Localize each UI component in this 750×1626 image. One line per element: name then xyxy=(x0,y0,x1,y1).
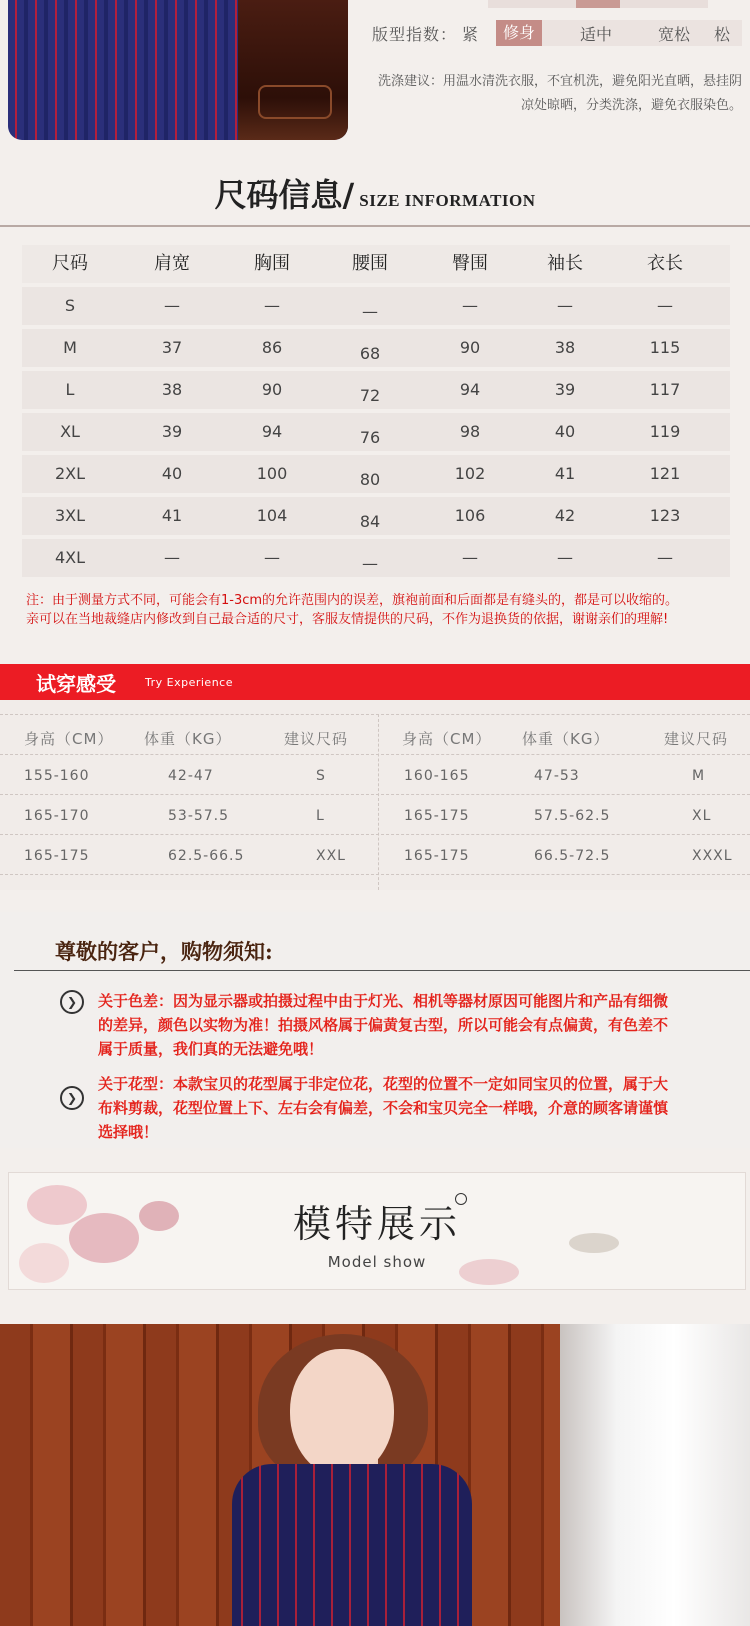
try-header-cell: 建议尺码 xyxy=(284,730,349,748)
try-cell: 57.5-62.5 xyxy=(534,808,611,824)
size-cell: 94 xyxy=(261,422,283,441)
size-cell: 80 xyxy=(359,470,381,489)
size-cell: 84 xyxy=(359,512,381,531)
size-cell: 38 xyxy=(554,338,576,357)
size-cell: 41 xyxy=(161,506,183,525)
size-cell: 4XL xyxy=(54,548,86,567)
try-cell: 155-160 xyxy=(24,768,90,784)
size-cell: 72 xyxy=(359,386,381,405)
arrow-right-icon: ❯ xyxy=(60,1086,84,1110)
notice-divider xyxy=(14,970,750,971)
try-cell: 160-165 xyxy=(404,768,470,784)
try-cell: L xyxy=(316,808,325,824)
size-cell: — xyxy=(362,302,378,321)
size-title-en: SIZE INFORMATION xyxy=(359,191,536,210)
try-header-cell: 体重（KG） xyxy=(522,730,610,748)
try-cell: XXL xyxy=(316,848,346,864)
arrow-right-icon: ❯ xyxy=(60,990,84,1014)
notice-color-difference: 关于色差：因为显示器或拍摄过程中由于灯光、相机等器材原因可能图片和产品有细微的差异，颜色以实物为准！拍摄风格属于偏黄复古型，所以可能会有点偏黄，有色差不属于质量，我们真的无法避免哦！ xyxy=(98,992,669,1058)
product-photo-top xyxy=(8,0,348,140)
size-cell: 117 xyxy=(649,380,681,399)
dashed-line xyxy=(0,834,750,835)
wash-advice: 洗涤建议：用温水清洗衣服，不宜机洗，避免阳光直晒，悬挂阴凉处晾晒，分类洗涤，避免衣服染色。 xyxy=(377,74,742,113)
size-cell: 104 xyxy=(256,506,288,525)
try-header-cell: 身高（CM） xyxy=(402,730,492,748)
size-table-row xyxy=(22,413,730,451)
size-cell: 2XL xyxy=(54,464,86,483)
size-cell: — xyxy=(264,548,280,567)
fit-indicator-strip xyxy=(488,0,708,8)
size-cell: 100 xyxy=(256,464,288,483)
chair-image xyxy=(238,0,348,140)
try-cell: M xyxy=(692,768,706,784)
notice-pattern: 关于花型：本款宝贝的花型属于非定位花，花型的位置不一定如同宝贝的位置，属于大布料剪裁，花型位置上下、左右会有偏差，不会和宝贝完全一样哦，介意的顾客请谨慎选择哦！ xyxy=(98,1075,669,1141)
dashed-line xyxy=(0,874,750,875)
size-table-row xyxy=(22,287,730,325)
fit-option-loose: 宽松 xyxy=(658,25,691,44)
try-title-cn: 试穿感受 xyxy=(36,672,116,696)
dashed-line xyxy=(0,714,750,715)
model-face xyxy=(290,1349,394,1477)
fit-option-medium: 适中 xyxy=(580,25,613,44)
size-cell: 39 xyxy=(161,422,183,441)
size-cell: 90 xyxy=(261,380,283,399)
try-title-en: Try Experience xyxy=(145,676,233,689)
size-cell: 76 xyxy=(359,428,381,447)
try-experience-header xyxy=(0,664,750,700)
try-cell: S xyxy=(316,768,326,784)
size-table-header xyxy=(22,245,730,283)
fit-option-tight: 紧 xyxy=(462,25,479,44)
size-note-line-2: 亲可以在当地裁缝店内修改到自己最合适的尺寸，客服友情提供的尺码，不作为退换货的依据，谢谢亲们的理解! xyxy=(26,612,669,627)
size-cell: 42 xyxy=(554,506,576,525)
size-header-cell: 腰围 xyxy=(352,253,388,274)
size-cell: 3XL xyxy=(54,506,86,525)
try-divider xyxy=(378,714,379,890)
size-cell: 106 xyxy=(454,506,486,525)
fit-track xyxy=(542,20,742,46)
size-cell: 90 xyxy=(459,338,481,357)
size-table-row xyxy=(22,497,730,535)
size-cell: — xyxy=(362,554,378,573)
size-cell: 94 xyxy=(459,380,481,399)
size-cell: 41 xyxy=(554,464,576,483)
model-show-title: 模特展示 xyxy=(292,1202,461,1246)
size-note-line-1: 注：由于测量方式不同，可能会有1-3cm的允许范围内的误差，旗袍前面和后面都是有缝头的，都是可以收缩的。 xyxy=(26,593,679,608)
size-cell: — xyxy=(164,548,180,567)
size-cell: 121 xyxy=(649,464,681,483)
model-photo xyxy=(0,1324,750,1626)
size-cell: — xyxy=(657,296,673,315)
size-section-title xyxy=(0,170,750,216)
size-cell: 86 xyxy=(261,338,283,357)
size-cell: 115 xyxy=(649,338,681,357)
try-header-cell: 建议尺码 xyxy=(664,730,729,748)
size-cell: 37 xyxy=(161,338,183,357)
size-title-cn: 尺码信息/ xyxy=(214,176,355,214)
size-cell: — xyxy=(657,548,673,567)
try-cell: 62.5-66.5 xyxy=(168,848,245,864)
model-show-banner xyxy=(8,1172,746,1290)
try-cell: 42-47 xyxy=(168,768,214,784)
dashed-line xyxy=(0,794,750,795)
try-cell: 47-53 xyxy=(534,768,580,784)
size-table-row xyxy=(22,455,730,493)
size-header-cell: 袖长 xyxy=(547,253,583,274)
size-cell: 119 xyxy=(649,422,681,441)
size-cell: — xyxy=(164,296,180,315)
size-header-cell: 臀围 xyxy=(452,253,488,274)
fit-option-very-loose: 松 xyxy=(714,25,731,44)
try-header-cell: 身高（CM） xyxy=(24,730,114,748)
size-cell: — xyxy=(462,548,478,567)
size-cell: — xyxy=(557,548,573,567)
size-cell: — xyxy=(462,296,478,315)
size-cell: — xyxy=(557,296,573,315)
size-cell: 102 xyxy=(454,464,486,483)
try-cell: XL xyxy=(692,808,712,824)
striped-qipao xyxy=(232,1464,472,1626)
size-cell: 68 xyxy=(359,344,381,363)
size-table-row xyxy=(22,329,730,367)
circle-ornament xyxy=(455,1193,467,1205)
size-cell: L xyxy=(65,380,75,399)
try-cell: 165-175 xyxy=(404,808,470,824)
size-table-row xyxy=(22,371,730,409)
size-header-cell: 衣长 xyxy=(647,253,683,274)
size-cell: 40 xyxy=(161,464,183,483)
try-cell: 165-175 xyxy=(404,848,470,864)
size-cell: 40 xyxy=(554,422,576,441)
try-cell: 53-57.5 xyxy=(168,808,230,824)
size-cell: XL xyxy=(60,422,80,441)
try-experience-table xyxy=(0,700,750,890)
notice-title: 尊敬的客户，购物须知: xyxy=(55,939,273,964)
size-cell: — xyxy=(264,296,280,315)
model-show-subtitle: Model show xyxy=(327,1253,427,1271)
try-cell: XXXL xyxy=(692,848,733,864)
divider xyxy=(0,225,750,227)
try-cell: 165-170 xyxy=(24,808,90,824)
size-cell: 38 xyxy=(161,380,183,399)
size-note xyxy=(26,591,736,629)
size-cell: 39 xyxy=(554,380,576,399)
dashed-line xyxy=(0,754,750,755)
fit-label: 版型指数： xyxy=(372,25,458,44)
size-cell: S xyxy=(64,296,76,315)
try-header-cell: 体重（KG） xyxy=(144,730,232,748)
size-header-cell: 尺码 xyxy=(52,253,88,274)
fit-scale xyxy=(462,20,742,46)
fit-option-selected: 修身 xyxy=(496,20,542,46)
size-table-row xyxy=(22,539,730,577)
size-cell: 123 xyxy=(649,506,681,525)
size-header-cell: 肩宽 xyxy=(154,253,190,274)
size-cell: M xyxy=(63,338,77,357)
size-cell: 98 xyxy=(459,422,481,441)
try-cell: 66.5-72.5 xyxy=(534,848,611,864)
size-header-cell: 胸围 xyxy=(254,253,290,274)
curtain xyxy=(560,1324,750,1626)
try-cell: 165-175 xyxy=(24,848,90,864)
